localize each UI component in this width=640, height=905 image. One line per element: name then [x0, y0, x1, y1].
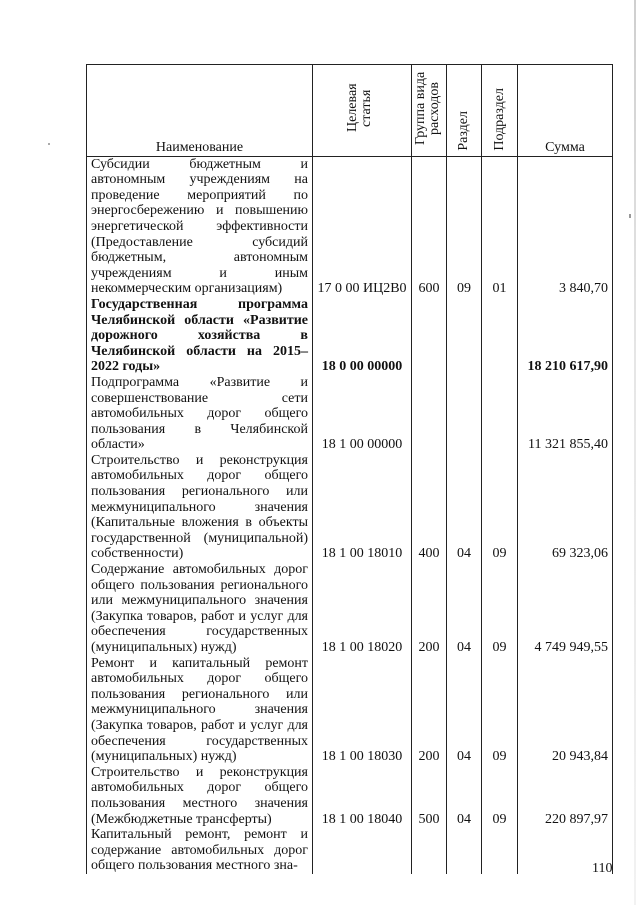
row-section: 04 [447, 562, 482, 656]
row-section: 04 [447, 765, 482, 827]
row-subsection [482, 827, 518, 874]
row-group: 400 [412, 453, 447, 562]
row-target: 18 0 00 00000 [313, 297, 412, 375]
row-target: 18 1 00 18010 [313, 453, 412, 562]
page-edge [634, 0, 636, 905]
row-name: Содержание автомобильных дорог общего пользования регионального или межмуниципального значения (Закупка товаров, работ и услуг для обеспечения государственных (муниципальных) нужд) [87, 562, 313, 656]
row-sum: 18 210 617,90 [518, 297, 613, 375]
row-sum: 4 749 949,55 [518, 562, 613, 656]
row-name: Субсидии бюджетным и автономным учреждениям на проведение мероприятий по энергосбережению и повышению энергетической эффективности (Предоставление субсидий бюджетным, автономным учреждениям и иным некоммерческим организациям) [87, 156, 313, 297]
row-name: Строительство и реконструкция автомобильных дорог общего пользования местного значения (Межбюджетные трансферты) [87, 765, 313, 827]
header-sum: Сумма [518, 65, 613, 157]
row-group: 200 [412, 656, 447, 765]
header-subsection: Подраздел [482, 65, 518, 157]
row-target: 18 1 00 18040 [313, 765, 412, 827]
row-target: 18 1 00 18030 [313, 656, 412, 765]
row-target: 17 0 00 ИЦ2В0 [313, 156, 412, 297]
table-header-row [87, 65, 613, 157]
scan-speck [48, 143, 50, 145]
row-section: 09 [447, 156, 482, 297]
row-subsection: 01 [482, 156, 518, 297]
table-row [87, 375, 613, 453]
row-section: 04 [447, 656, 482, 765]
row-group [412, 375, 447, 453]
budget-table [86, 64, 613, 874]
row-subsection [482, 297, 518, 375]
row-subsection: 09 [482, 453, 518, 562]
row-target [313, 827, 412, 874]
row-section [447, 297, 482, 375]
table-row [87, 453, 613, 562]
table-row [87, 297, 613, 375]
row-section: 04 [447, 453, 482, 562]
row-subsection [482, 375, 518, 453]
row-sum: 3 840,70 [518, 156, 613, 297]
page-number: 110 [592, 861, 613, 876]
row-subsection: 09 [482, 562, 518, 656]
row-group [412, 827, 447, 874]
row-section [447, 375, 482, 453]
header-expense-group: Группа вида расходов [412, 65, 447, 157]
header-section: Раздел [447, 65, 482, 157]
table-row [87, 765, 613, 827]
row-sum: 69 323,06 [518, 453, 613, 562]
page-mark [629, 214, 631, 218]
row-sum: 20 943,84 [518, 656, 613, 765]
row-name: Капитальный ремонт, ремонт и содержание автомобильных дорог общего пользования местного зна- [87, 827, 313, 874]
row-group: 500 [412, 765, 447, 827]
row-name: Строительство и реконструкция автомобильных дорог общего пользования регионального или межмуниципального значения (Капитальные вложения в объекты государственной (муниципальной) собственности) [87, 453, 313, 562]
row-name: Государственная программа Челябинской области «Развитие дорожного хозяйства в Челябинской области на 2015–2022 годы» [87, 297, 313, 375]
row-group [412, 297, 447, 375]
row-group: 200 [412, 562, 447, 656]
header-target-article: Целевая статья [313, 65, 412, 157]
row-name: Подпрограмма «Развитие и совершенствование сети автомобильных дорог общего пользования в Челябинской области» [87, 375, 313, 453]
row-name: Ремонт и капитальный ремонт автомобильных дорог общего пользования регионального или межмуниципального значения (Закупка товаров, работ и услуг для обеспечения государственных (муниципальных) нужд) [87, 656, 313, 765]
row-target: 18 1 00 18020 [313, 562, 412, 656]
row-subsection: 09 [482, 765, 518, 827]
table-row [87, 156, 613, 297]
table-row [87, 562, 613, 656]
table-row [87, 656, 613, 765]
row-subsection: 09 [482, 656, 518, 765]
row-section [447, 827, 482, 874]
row-sum: 11 321 855,40 [518, 375, 613, 453]
row-sum: 220 897,97 [518, 765, 613, 827]
header-name: Наименование [87, 65, 313, 157]
table-row [87, 827, 613, 874]
row-group: 600 [412, 156, 447, 297]
row-target: 18 1 00 00000 [313, 375, 412, 453]
